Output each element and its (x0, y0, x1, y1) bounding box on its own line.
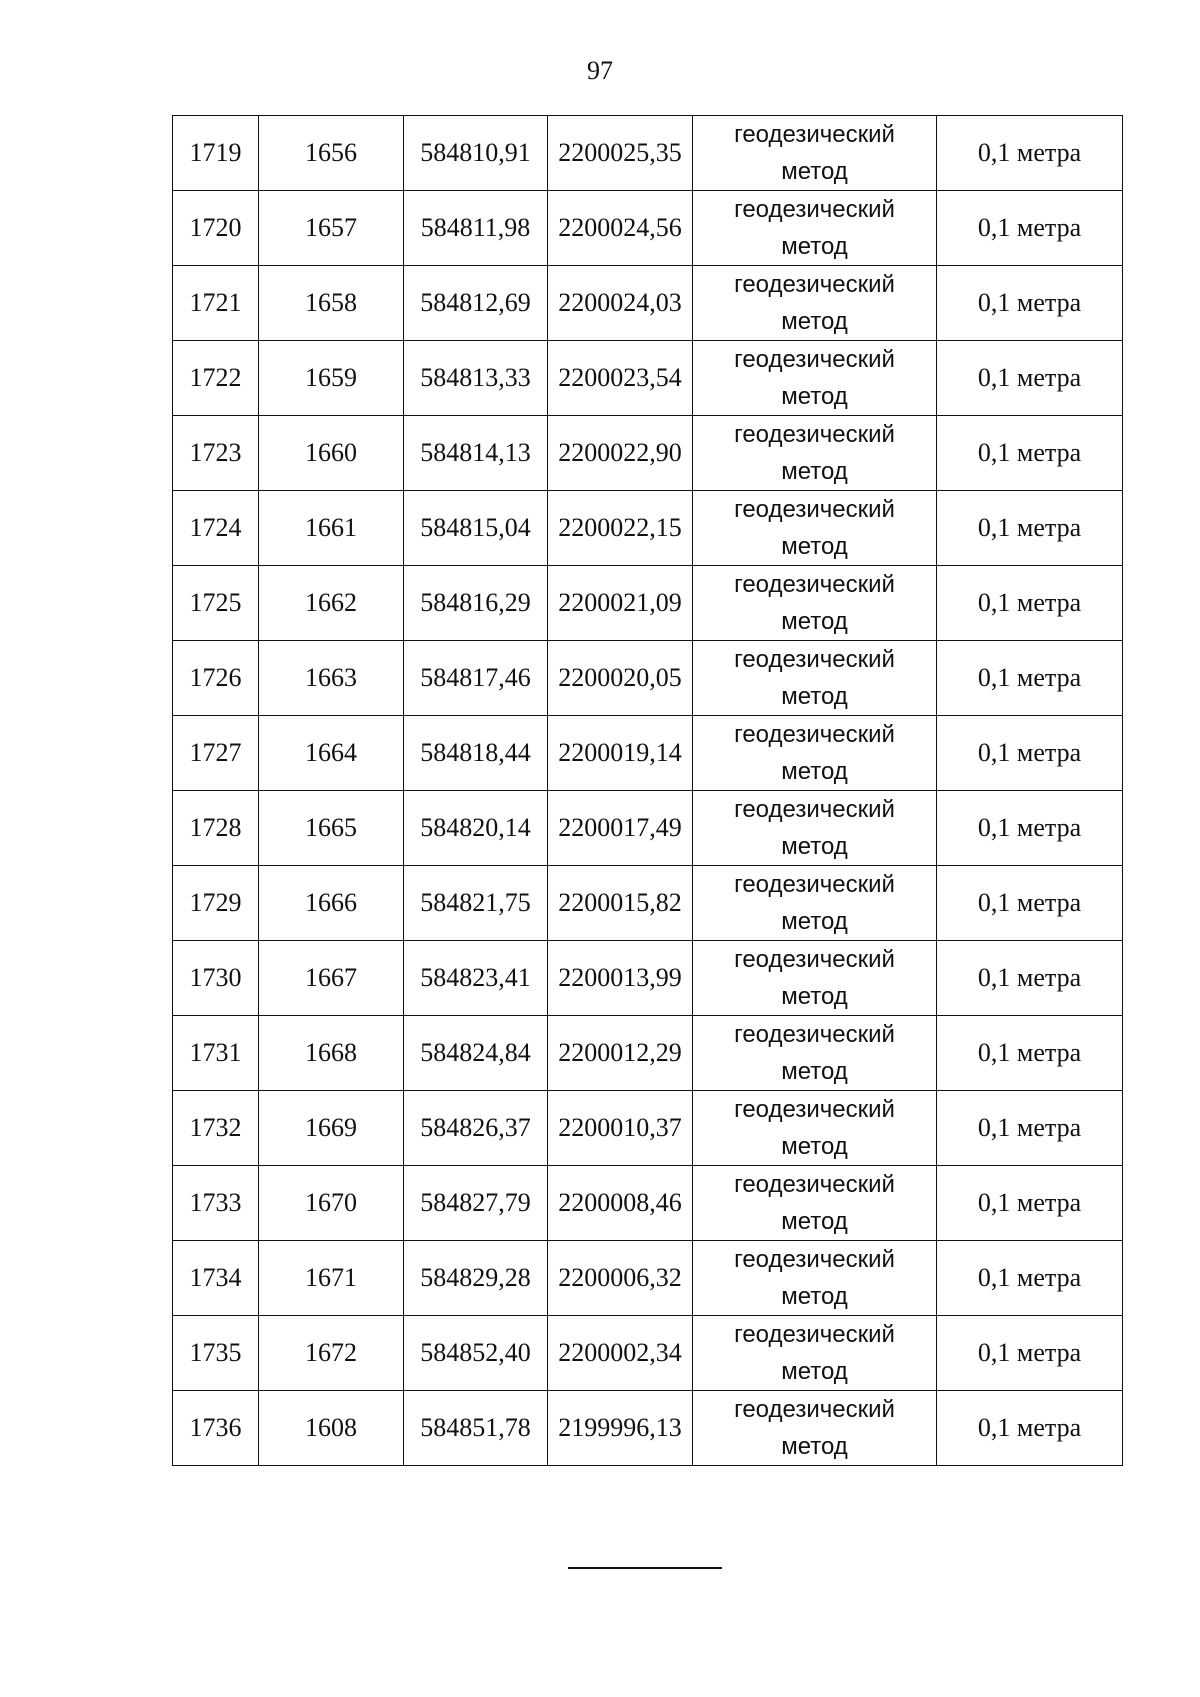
table-row (173, 641, 1123, 716)
method-line-1: геодезический (734, 496, 895, 523)
x-coordinate-cell: 584823,41 (404, 941, 548, 1016)
method-line-2: метод (781, 1283, 848, 1310)
x-coordinate-cell: 584815,04 (404, 491, 548, 566)
method-line-1: геодезический (734, 1396, 895, 1423)
method-line-1: геодезический (734, 721, 895, 748)
y-coordinate-cell: 2200013,99 (548, 941, 693, 1016)
y-coordinate-cell: 2200012,29 (548, 1016, 693, 1091)
method-line-2: метод (781, 608, 848, 635)
reference-number-cell: 1664 (259, 716, 404, 791)
y-coordinate-cell: 2200024,03 (548, 266, 693, 341)
point-number-cell: 1727 (173, 716, 259, 791)
x-coordinate-cell: 584829,28 (404, 1241, 548, 1316)
table-row (173, 341, 1123, 416)
method-line-1: геодезический (734, 1021, 895, 1048)
x-coordinate-cell: 584810,91 (404, 116, 548, 191)
method-cell (693, 341, 937, 416)
accuracy-cell: 0,1 метра (937, 191, 1123, 266)
method-line-2: метод (781, 833, 848, 860)
method-cell (693, 641, 937, 716)
point-number-cell: 1725 (173, 566, 259, 641)
method-line-1: геодезический (734, 1096, 895, 1123)
table-row (173, 566, 1123, 641)
method-line-2: метод (781, 1208, 848, 1235)
point-number-cell: 1731 (173, 1016, 259, 1091)
method-cell (693, 941, 937, 1016)
table-row (173, 491, 1123, 566)
method-line-2: метод (781, 233, 848, 260)
reference-number-cell: 1659 (259, 341, 404, 416)
y-coordinate-cell: 2200021,09 (548, 566, 693, 641)
reference-number-cell: 1669 (259, 1091, 404, 1166)
method-line-2: метод (781, 983, 848, 1010)
reference-number-cell: 1657 (259, 191, 404, 266)
y-coordinate-cell: 2200002,34 (548, 1316, 693, 1391)
x-coordinate-cell: 584813,33 (404, 341, 548, 416)
method-line-1: геодезический (734, 571, 895, 598)
accuracy-cell: 0,1 метра (937, 1016, 1123, 1091)
method-line-1: геодезический (734, 796, 895, 823)
reference-number-cell: 1667 (259, 941, 404, 1016)
method-cell (693, 1091, 937, 1166)
y-coordinate-cell: 2200006,32 (548, 1241, 693, 1316)
y-coordinate-cell: 2200025,35 (548, 116, 693, 191)
point-number-cell: 1733 (173, 1166, 259, 1241)
x-coordinate-cell: 584816,29 (404, 566, 548, 641)
reference-number-cell: 1608 (259, 1391, 404, 1466)
page-number: 97 (587, 56, 613, 85)
point-number-cell: 1722 (173, 341, 259, 416)
point-number-cell: 1721 (173, 266, 259, 341)
accuracy-cell: 0,1 метра (937, 791, 1123, 866)
reference-number-cell: 1656 (259, 116, 404, 191)
point-number-cell: 1723 (173, 416, 259, 491)
coordinates-table (172, 115, 1123, 1466)
table-row (173, 1091, 1123, 1166)
accuracy-cell: 0,1 метра (937, 866, 1123, 941)
accuracy-cell: 0,1 метра (937, 266, 1123, 341)
y-coordinate-cell: 2200024,56 (548, 191, 693, 266)
method-line-1: геодезический (734, 346, 895, 373)
y-coordinate-cell: 2200017,49 (548, 791, 693, 866)
y-coordinate-cell: 2200020,05 (548, 641, 693, 716)
accuracy-cell: 0,1 метра (937, 416, 1123, 491)
method-line-2: метод (781, 1058, 848, 1085)
y-coordinate-cell: 2200015,82 (548, 866, 693, 941)
method-line-1: геодезический (734, 646, 895, 673)
method-line-2: метод (781, 458, 848, 485)
x-coordinate-cell: 584852,40 (404, 1316, 548, 1391)
method-cell (693, 1316, 937, 1391)
point-number-cell: 1728 (173, 791, 259, 866)
method-cell (693, 866, 937, 941)
method-line-1: геодезический (734, 121, 895, 148)
point-number-cell: 1719 (173, 116, 259, 191)
reference-number-cell: 1660 (259, 416, 404, 491)
x-coordinate-cell: 584818,44 (404, 716, 548, 791)
reference-number-cell: 1670 (259, 1166, 404, 1241)
y-coordinate-cell: 2200023,54 (548, 341, 693, 416)
method-cell (693, 1166, 937, 1241)
method-line-1: геодезический (734, 1246, 895, 1273)
method-line-2: метод (781, 383, 848, 410)
accuracy-cell: 0,1 метра (937, 716, 1123, 791)
table-row (173, 791, 1123, 866)
x-coordinate-cell: 584820,14 (404, 791, 548, 866)
y-coordinate-cell: 2199996,13 (548, 1391, 693, 1466)
x-coordinate-cell: 584827,79 (404, 1166, 548, 1241)
table-row (173, 416, 1123, 491)
reference-number-cell: 1671 (259, 1241, 404, 1316)
reference-number-cell: 1672 (259, 1316, 404, 1391)
x-coordinate-cell: 584826,37 (404, 1091, 548, 1166)
table-row (173, 941, 1123, 1016)
point-number-cell: 1732 (173, 1091, 259, 1166)
x-coordinate-cell: 584851,78 (404, 1391, 548, 1466)
point-number-cell: 1735 (173, 1316, 259, 1391)
reference-number-cell: 1668 (259, 1016, 404, 1091)
method-line-2: метод (781, 1133, 848, 1160)
table-row (173, 191, 1123, 266)
reference-number-cell: 1665 (259, 791, 404, 866)
method-cell (693, 716, 937, 791)
method-cell (693, 191, 937, 266)
method-line-2: метод (781, 533, 848, 560)
accuracy-cell: 0,1 метра (937, 491, 1123, 566)
method-cell (693, 1016, 937, 1091)
x-coordinate-cell: 584821,75 (404, 866, 548, 941)
method-line-2: метод (781, 683, 848, 710)
method-line-1: геодезический (734, 1321, 895, 1348)
accuracy-cell: 0,1 метра (937, 1241, 1123, 1316)
point-number-cell: 1720 (173, 191, 259, 266)
method-cell (693, 566, 937, 641)
table-row (173, 1391, 1123, 1466)
method-cell (693, 116, 937, 191)
reference-number-cell: 1663 (259, 641, 404, 716)
accuracy-cell: 0,1 метра (937, 566, 1123, 641)
point-number-cell: 1730 (173, 941, 259, 1016)
method-cell (693, 791, 937, 866)
method-line-1: геодезический (734, 871, 895, 898)
y-coordinate-cell: 2200022,90 (548, 416, 693, 491)
accuracy-cell: 0,1 метра (937, 641, 1123, 716)
x-coordinate-cell: 584811,98 (404, 191, 548, 266)
method-cell (693, 266, 937, 341)
method-line-1: геодезический (734, 271, 895, 298)
coordinates-table-body (173, 116, 1123, 1466)
method-line-2: метод (781, 308, 848, 335)
method-line-1: геодезический (734, 1171, 895, 1198)
reference-number-cell: 1658 (259, 266, 404, 341)
method-cell (693, 1241, 937, 1316)
reference-number-cell: 1662 (259, 566, 404, 641)
table-row (173, 1166, 1123, 1241)
end-divider-line (568, 1567, 722, 1569)
accuracy-cell: 0,1 метра (937, 1166, 1123, 1241)
table-row (173, 266, 1123, 341)
reference-number-cell: 1661 (259, 491, 404, 566)
method-line-1: геодезический (734, 421, 895, 448)
table-row (173, 116, 1123, 191)
x-coordinate-cell: 584814,13 (404, 416, 548, 491)
y-coordinate-cell: 2200010,37 (548, 1091, 693, 1166)
method-line-2: метод (781, 908, 848, 935)
accuracy-cell: 0,1 метра (937, 941, 1123, 1016)
y-coordinate-cell: 2200008,46 (548, 1166, 693, 1241)
method-line-2: метод (781, 1433, 848, 1460)
table-row (173, 866, 1123, 941)
point-number-cell: 1734 (173, 1241, 259, 1316)
method-line-2: метод (781, 758, 848, 785)
point-number-cell: 1736 (173, 1391, 259, 1466)
method-cell (693, 491, 937, 566)
accuracy-cell: 0,1 метра (937, 1391, 1123, 1466)
accuracy-cell: 0,1 метра (937, 341, 1123, 416)
table-row (173, 1016, 1123, 1091)
reference-number-cell: 1666 (259, 866, 404, 941)
table-row (173, 716, 1123, 791)
method-line-1: геодезический (734, 946, 895, 973)
point-number-cell: 1726 (173, 641, 259, 716)
table-row (173, 1241, 1123, 1316)
method-cell (693, 1391, 937, 1466)
method-cell (693, 416, 937, 491)
x-coordinate-cell: 584812,69 (404, 266, 548, 341)
accuracy-cell: 0,1 метра (937, 1091, 1123, 1166)
method-line-2: метод (781, 158, 848, 185)
point-number-cell: 1724 (173, 491, 259, 566)
accuracy-cell: 0,1 метра (937, 116, 1123, 191)
x-coordinate-cell: 584817,46 (404, 641, 548, 716)
coordinates-table-container (172, 115, 1122, 1466)
accuracy-cell: 0,1 метра (937, 1316, 1123, 1391)
y-coordinate-cell: 2200022,15 (548, 491, 693, 566)
y-coordinate-cell: 2200019,14 (548, 716, 693, 791)
x-coordinate-cell: 584824,84 (404, 1016, 548, 1091)
point-number-cell: 1729 (173, 866, 259, 941)
method-line-2: метод (781, 1358, 848, 1385)
method-line-1: геодезический (734, 196, 895, 223)
table-row (173, 1316, 1123, 1391)
